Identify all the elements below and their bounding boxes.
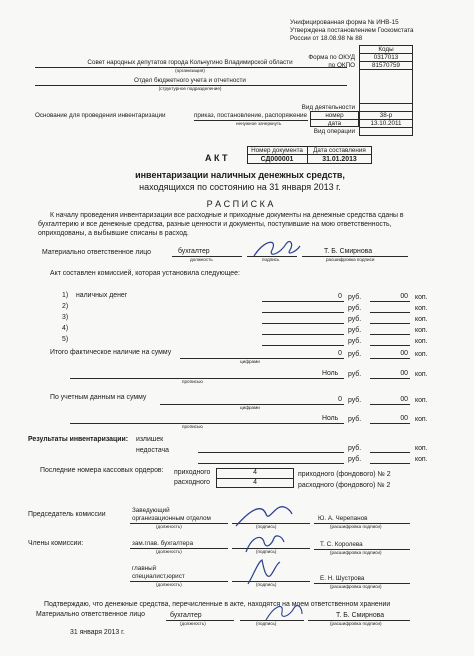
receipt-title: Р А С П И С К А (206, 199, 274, 209)
book-kop: 00 (400, 396, 408, 403)
org-dept: Отдел бюджетного учета и отчетности (134, 77, 246, 84)
signature-smirnova (250, 234, 302, 262)
footer-position: бухгалтер (170, 612, 202, 619)
doc-num-header: Номер документа (251, 147, 303, 154)
okpo-label: по ОКПО (328, 62, 355, 69)
responsible-name: Т. Б. Смирнова (324, 248, 373, 255)
basis-label: Основание для проведения инвентаризации (35, 112, 166, 119)
member1-name: Т. С. Королева (320, 541, 363, 548)
date-value: 13.10.2011 (370, 120, 402, 127)
receipt-line-1: К началу проведения инвентаризации все расходные и приходные документы на денежные средства сданы в (50, 212, 404, 219)
member1-position: зам.глав. бухгалтера (132, 540, 194, 547)
income-label: приходного (174, 469, 211, 476)
chair-position-2: организационным отделом (132, 515, 211, 522)
doc-date-header: Дата составления (313, 147, 366, 154)
cap-signature: подпись (262, 257, 280, 262)
expense-value: 4 (253, 479, 257, 486)
okud-value: 0317013 (373, 54, 399, 61)
okpo-value: 81570759 (371, 62, 401, 69)
income-doc: приходного (фондового) № 2 (298, 471, 391, 478)
total-rub: 0 (338, 350, 342, 357)
footer-name: Т. Б. Смирнова (336, 612, 385, 619)
signature-koroleva (240, 530, 288, 556)
book-rub: 0 (338, 396, 342, 403)
chair-name: Ю. А. Черепанов (318, 515, 368, 522)
chair-position-1: Заведующий (132, 507, 170, 514)
total-label: Итого фактическое наличие на сумму (50, 349, 172, 356)
words-caption: прописью (182, 379, 203, 384)
signature-shustrova (244, 556, 284, 588)
surplus-label: излишек (136, 436, 164, 443)
member2-position-2: специалист,юрист (132, 573, 185, 580)
number-value: 38-р (379, 112, 393, 119)
results-label: Результаты инвентаризации: (28, 436, 128, 443)
doc-date: 31.01.2013 (322, 156, 357, 163)
footer-date: 31 января 2013 г. (70, 629, 125, 636)
receipt-line-3: оприходованы, а выбывшие списаны в расход. (38, 230, 189, 237)
total-kop: 00 (400, 350, 408, 357)
signature-smirnova-footer (262, 598, 306, 624)
activity-label: Вид деятельности (301, 104, 355, 111)
member2-name: Е. Н. Шустрова (320, 575, 365, 582)
member2-position-1: главный (132, 565, 157, 572)
footer-responsible-label: Материально ответственное лицо (36, 611, 145, 618)
receipt-line-2: бухгалтерию и все денежные средства, разные ценности и документы, поступившие на мою ответственность, (38, 221, 392, 228)
doc-title-2: инвентаризации наличных денежных средств, (135, 170, 345, 180)
form-line-1: Унифицированная форма № ИНВ-15 (290, 19, 399, 26)
responsible-label: Материально ответственное лицо (42, 249, 151, 256)
confirm-line: Подтверждаю, что денежные средства, перечисленные в акте, находятся на моем ответственном хранении (44, 601, 391, 608)
cap-name: расшифровка подписи (326, 257, 375, 262)
digits-caption: цифрами (240, 359, 260, 364)
book-words: Ноль (322, 415, 339, 422)
last-numbers-label: Последние номера кассовых ордеров: (40, 467, 164, 474)
basis-caption: ненужное зачеркнуть (236, 121, 282, 126)
responsible-position: бухгалтер (178, 248, 210, 255)
org-dept-caption: (структурное подразделение) (158, 86, 222, 91)
expense-label: расходного (174, 479, 211, 486)
number-label: номер (325, 112, 344, 119)
operation-label: Вид операции (313, 128, 355, 135)
doc-num: СД000001 (260, 156, 294, 163)
income-value: 4 (253, 469, 257, 476)
form-line-3: России от 18.08.98 № 88 (290, 35, 363, 42)
doc-title-1: А К Т (205, 153, 228, 163)
date-label: дата (327, 120, 342, 127)
expense-doc: расходного (фондового) № 2 (298, 482, 391, 489)
total-words: Ноль (322, 370, 339, 377)
codes-title: Коды (378, 46, 394, 53)
document-page: Унифицированная форма № ИНВ-15 Утверждена постановлением Госкомстата России от 18.08.98 № 88 Коды Форма по ОКУД 0317013 по ОКПО 81570759 Вид деятельности номер 38-р дата 13.10.2011 Вид операции Совет народных депутатов города Кольчугино Владимирской области (организация) Отдел бюджетного учета и отчетности (структурное подразделение) Основание для проведения инвентаризации приказ, постановление, распоряжение ненужное зачеркнуть Номер документа Дата составления СД000001 31.01.2013 А К Т инвентаризации наличных денежных средств, находящихся по состоянию на 31 января 2013 г. Р А С П И С К А К началу проведения инвентаризации все расходные и приходные документы на денежные средства сданы в бухгалтерию и все денежные средства, разные ценности и документы, поступившие на мою ответственность, оприходованы, а выбывшие списаны в расход. Материально ответственное лицо бухгалтер Т. Б. Смирнова должность подпись расшифровка подписи Акт составлен комиссией, которая установила следующее: 1) наличных денег 0 руб. 00 коп. 2) руб. коп. 3) руб. коп. 4) руб. коп. 5) руб. коп. Итого фактическое наличие на сумму 0 руб. 00 коп. цифрами Ноль руб. 00 коп. прописью По учетным данным на сумму 0 руб. 00 коп. цифрами Ноль руб. 00 коп. прописью Результаты инвентаризации: излишек руб. коп. недостача руб. коп. Последние номера кассовых ордеров: приходного 4 приходного (фондового) № 2 расходного 4 расходного (фондового) № 2 Председатель комиссии Заведующий организационным отделом Ю. А. Черепанов (должность) (подпись) (расшифровка подписи) Члены комиссии: зам.глав. бухгалтера Т. С. Королева (должность) (подпись) (расшифровка подписи) главный специалист,юрист Е. Н. Шустрова (должность) (подпись) (расшифровка подписи) Подтверждаю, что денежные средства, перечисленные в акте, находятся на моем ответственном хранении Материально ответственное лицо бухгалтер Т. Б. Смирнова (должность) (подпись) (расшифровка подписи) 31 января 2013 г. (0, 0, 474, 656)
cap-position: должность (190, 257, 213, 262)
members-label: Члены комиссии: (28, 540, 84, 547)
commission-intro: Акт составлен комиссией, которая установила следующее: (50, 270, 240, 277)
org-name: Совет народных депутатов города Кольчугино Владимирской области (87, 59, 293, 66)
book-label: По учетным данным на сумму (50, 394, 147, 401)
basis-value: приказ, постановление, распоряжение (194, 112, 307, 119)
shortage-label: недостача (136, 447, 169, 454)
signature-cherepanov (232, 500, 296, 530)
form-line-2: Утверждена постановлением Госкомстата (290, 27, 414, 34)
chair-label: Председатель комиссии (28, 511, 106, 518)
doc-title-3: находящихся по состоянию на 31 января 2013 г. (139, 182, 341, 192)
okud-label: Форма по ОКУД (308, 54, 355, 61)
org-name-caption: (организация) (175, 68, 205, 73)
